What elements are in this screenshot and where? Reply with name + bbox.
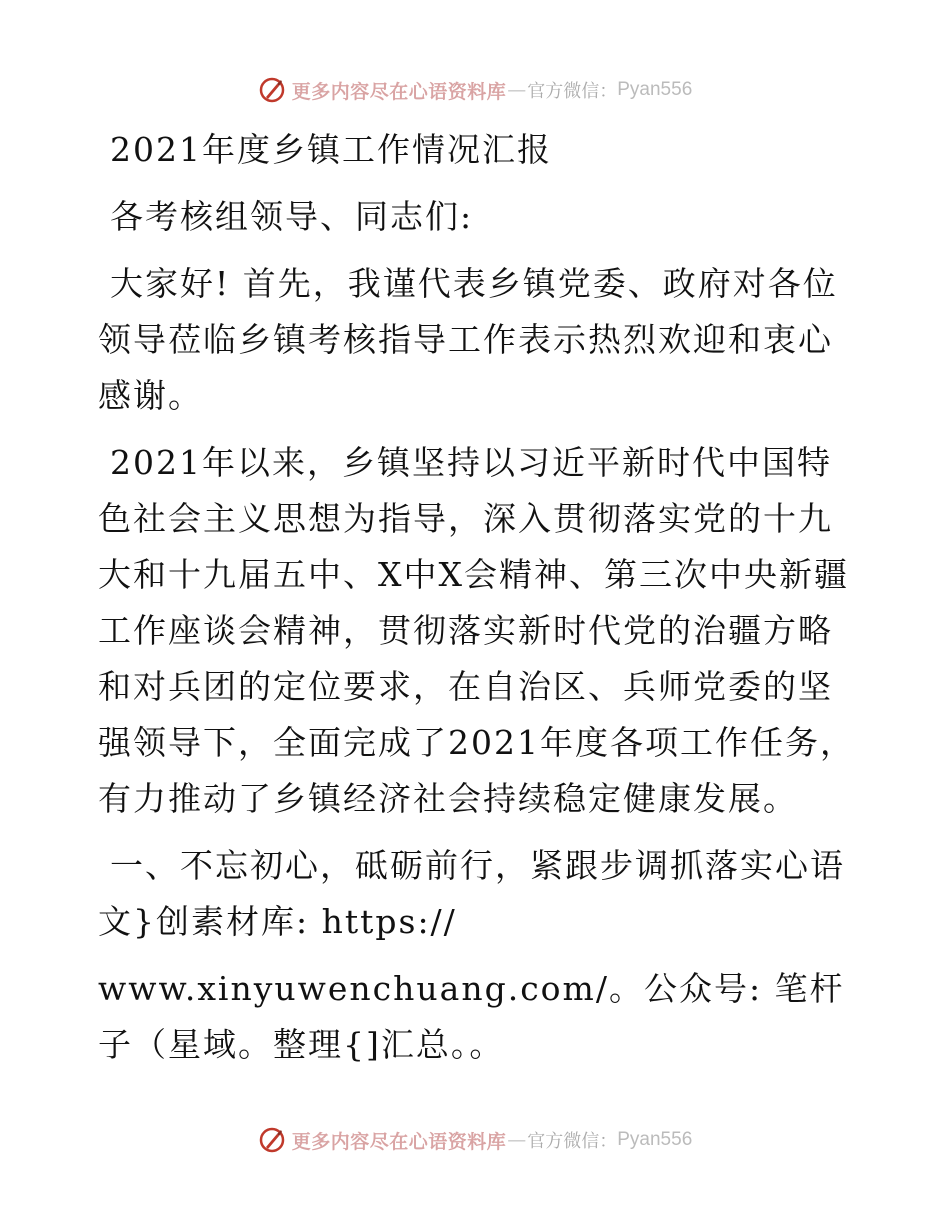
document-title: 2021年度乡镇工作情况汇报 [110,130,552,169]
section-url-line: www.xinyuwenchuang.com/。公众号: 笔杆子（星域。整理{]汇总。。 [98,969,845,1064]
watermark-dash: — [507,79,527,101]
watermark-text: 更多内容尽在心语资料库 [291,80,507,103]
watermark-footer [0,1122,950,1158]
watermark-official-label: 官方微信： [527,81,618,102]
watermark-text: 更多内容尽在心语资料库 [291,1130,507,1153]
watermark-account-id: Pyan556 [617,79,693,100]
watermark-official-label: 官方微信： [527,1131,618,1152]
paragraph-greeting: 大家好! 首先，我谨代表乡镇党委、政府对各位领导莅临乡镇考核指导工作表示热烈欢迎和衷心感谢。 [98,264,838,415]
watermark-account-id: Pyan556 [617,1129,693,1150]
quill-logo-icon [258,76,286,104]
section-heading-1: 一、不忘初心，砥砺前行，紧跟步调抓落实心语文}创素材库: https:// [98,846,845,941]
quill-logo-icon [258,1126,286,1154]
watermark-header [0,72,950,108]
salutation: 各考核组领导、同志们: [110,197,474,236]
watermark-dash: — [507,1129,527,1151]
document-body [98,122,858,1084]
paragraph-summary: 2021年以来，乡镇坚持以习近平新时代中国特色社会主义思想为指导，深入贯彻落实党的十九大和十九届五中、X中X会精神、第三次中央新疆工作座谈会精神，贯彻落实新时代党的治疆方略和对兵团的定位要求，在自治区、兵师党委的坚强领导下，全面完成了2021年度各项工作任务，有力推动了乡镇经济社会持续稳定健康发展。 [98,443,855,818]
